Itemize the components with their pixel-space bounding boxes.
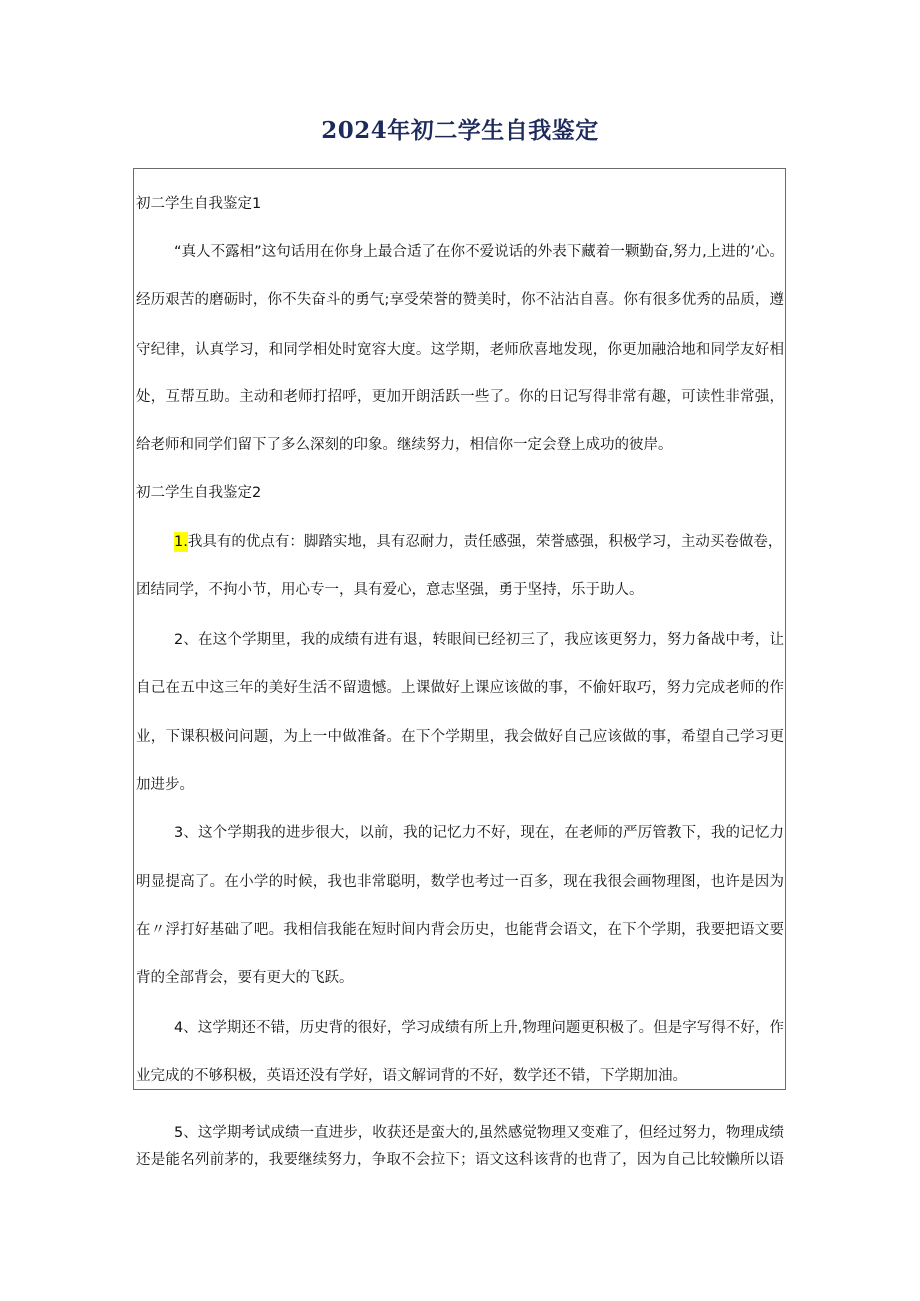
section-heading-1: 初二学生自我鉴定1 bbox=[136, 196, 262, 212]
list-item-text: 我具有的优点有：脚踏实地，具有忍耐力，责任感强，荣誉感强，积极学习，主动买卷做卷， bbox=[187, 534, 783, 550]
paragraph-line: 业，下课积极问问题，为上一中做准备。在下个学期里，我会做好自己应该做的事，希望自己学习更 bbox=[136, 729, 784, 745]
paragraph-line bbox=[136, 532, 784, 552]
paragraph-line: 业完成的不够积极，英语还没有学好，语文解词背的不好，数学还不错，下学期加油。 bbox=[136, 1068, 687, 1084]
paragraph-line: 明显提高了。在小学的时候，我也非常聪明，数学也考过一百多，现在我很会画物理图，也许是因为 bbox=[136, 874, 784, 890]
section-heading-2: 初二学生自我鉴定2 bbox=[136, 485, 262, 501]
paragraph-line: 4、这学期还不错，历史背的很好，学习成绩有所上升,物理问题更积极了。但是字写得不好，作 bbox=[174, 1020, 784, 1036]
paragraph-line: 背的全部背会，要有更大的飞跃。 bbox=[136, 970, 354, 986]
paragraph-line: 3、这个学期我的进步很大，以前，我的记忆力不好，现在，在老师的严厉管教下，我的记忆力 bbox=[174, 825, 784, 841]
paragraph-line: 经历艰苦的磨砺时，你不失奋斗的勇气;享受荣誉的赞美时，你不沾沾自喜。你有很多优秀的品质，遵 bbox=[136, 292, 784, 308]
document-title: 2024年初二学生自我鉴定 bbox=[321, 117, 599, 144]
paragraph-line: 守纪律，认真学习，和同学相处时宽容大度。这学期，老师欣喜地发现，你更加融洽地和同学友好相 bbox=[136, 342, 784, 358]
paragraph-line: 2、在这个学期里，我的成绩有进有退，转眼间已经初三了，我应该更努力，努力备战中考，让 bbox=[174, 632, 784, 648]
highlighted-list-number: 1. bbox=[174, 532, 188, 552]
paragraph-line: 还是能名列前茅的，我要继续努力，争取不会拉下；语文这科该背的也背了，因为自己比较懒所以语 bbox=[136, 1152, 784, 1168]
paragraph-line: 自己在五中这三年的美好生活不留遗憾。上课做好上课应该做的事，不偷奸取巧，努力完成老师的作 bbox=[136, 680, 784, 696]
paragraph-line: 在〃浮打好基础了吧。我相信我能在短时间内背会历史，也能背会语文，在下个学期，我要把语文要 bbox=[136, 922, 784, 938]
paragraph-line: 给老师和同学们留下了多么深刻的印象。继续努力，相信你一定会登上成功的彼岸。 bbox=[136, 437, 673, 453]
paragraph-line: 团结同学，不拘小节，用心专一，具有爱心，意志坚强，勇于坚持，乐于助人。 bbox=[136, 582, 644, 598]
paragraph-line: 加进步。 bbox=[136, 777, 194, 793]
paragraph-line: 处，互帮互助。主动和老师打招呼，更加开朗活跃一些了。你的日记写得非常有趣，可读性非常强， bbox=[136, 389, 784, 405]
paragraph-line: “真人不露相”这句话用在你身上最合适了在你不爱说话的外表下藏着一颗勤奋,努力,上进的’心。 bbox=[174, 244, 784, 260]
paragraph-line: 5、这学期考试成绩一直进步，收获还是蛮大的,虽然感觉物理又变难了，但经过努力，物理成绩 bbox=[174, 1125, 784, 1141]
